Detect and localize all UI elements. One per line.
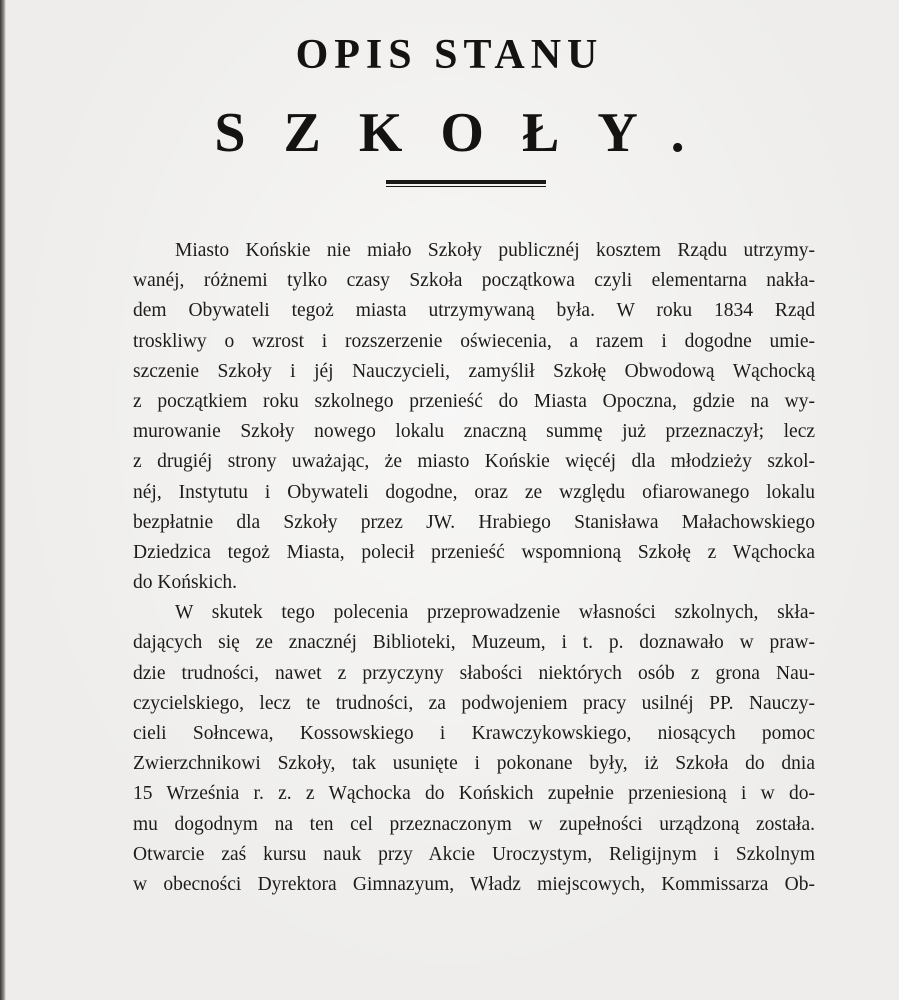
- text-line: néj, Instytutu i Obywateli dogodne, oraz ze względu ofiarowanego lokalu: [133, 481, 815, 503]
- text-line: w obecności Dyrektora Gimnazyum, Władz miejscowych, Kommissarza Ob-: [133, 873, 815, 895]
- title-divider-thin: [386, 186, 546, 187]
- text-line: do Końskich.: [133, 572, 237, 594]
- text-line: wanéj, różnemi tylko czasy Szkoła początkowa czyli elementarna nakła-: [133, 270, 815, 292]
- text-line: 15 Września r. z. z Wąchocka do Końskich zupełnie przeniesioną i w do-: [133, 783, 815, 805]
- text-line: troskliwy o wzrost i rozszerzenie oświecenia, a razem i dogodne umie-: [133, 330, 815, 352]
- text-line: z drugiéj strony uważając, że miasto Końskie więcéj dla młodzieży szkol-: [133, 451, 815, 473]
- text-line: mu dogodnym na ten cel przeznaczonym w zupełności urządzoną została.: [133, 813, 815, 835]
- text-line: bezpłatnie dla Szkoły przez JW. Hrabiego Stanisława Małachowskiego: [133, 511, 815, 533]
- paragraph-2: [133, 598, 815, 900]
- paragraph-1: [133, 236, 815, 598]
- document-title-line-2: SZKOŁY.: [214, 102, 723, 164]
- text-line: dzie trudności, nawet z przyczyny słabości niektórych osób z grona Nau-: [133, 662, 815, 684]
- text-line: Otwarcie zaś kursu nauk przy Akcie Uroczystym, Religijnym i Szkolnym: [133, 843, 815, 865]
- title-divider-thick: [386, 180, 546, 184]
- text-line: murowanie Szkoły nowego lokalu znaczną summę już przeznaczył; lecz: [133, 421, 815, 443]
- text-line: dem Obywateli tegoż miasta utrzymywaną była. W roku 1834 Rząd: [133, 300, 815, 322]
- text-line: Dziedzica tegoż Miasta, polecił przenieść wspomnioną Szkołę z Wąchocka: [133, 541, 815, 563]
- text-line: z początkiem roku szkolnego przenieść do Miasta Opoczna, gdzie na wy-: [133, 390, 815, 412]
- document-body: [133, 236, 815, 900]
- text-line: W skutek tego polecenia przeprowadzenie własności szkolnych, skła-: [175, 602, 815, 624]
- text-line: czycielskiego, lecz te trudności, za podwojeniem pracy usilnéj PP. Nauczy-: [133, 692, 815, 714]
- text-line: szczenie Szkoły i jéj Nauczycieli, zamyślił Szkołę Obwodową Wąchocką: [133, 360, 815, 382]
- text-line: cieli Sołncewa, Kossowskiego i Krawczykowskiego, niosących pomoc: [133, 723, 815, 744]
- text-line: Zwierzchnikowi Szkoły, tak usunięte i pokonane były, iż Szkoła do dnia: [133, 753, 815, 775]
- document-title-line-1: OPIS STANU: [295, 32, 604, 78]
- text-line: Miasto Końskie nie miało Szkoły publicznéj kosztem Rządu utrzymy-: [175, 240, 815, 261]
- text-line: dających się ze znacznéj Biblioteki, Muzeum, i t. p. doznawało w praw-: [133, 632, 815, 654]
